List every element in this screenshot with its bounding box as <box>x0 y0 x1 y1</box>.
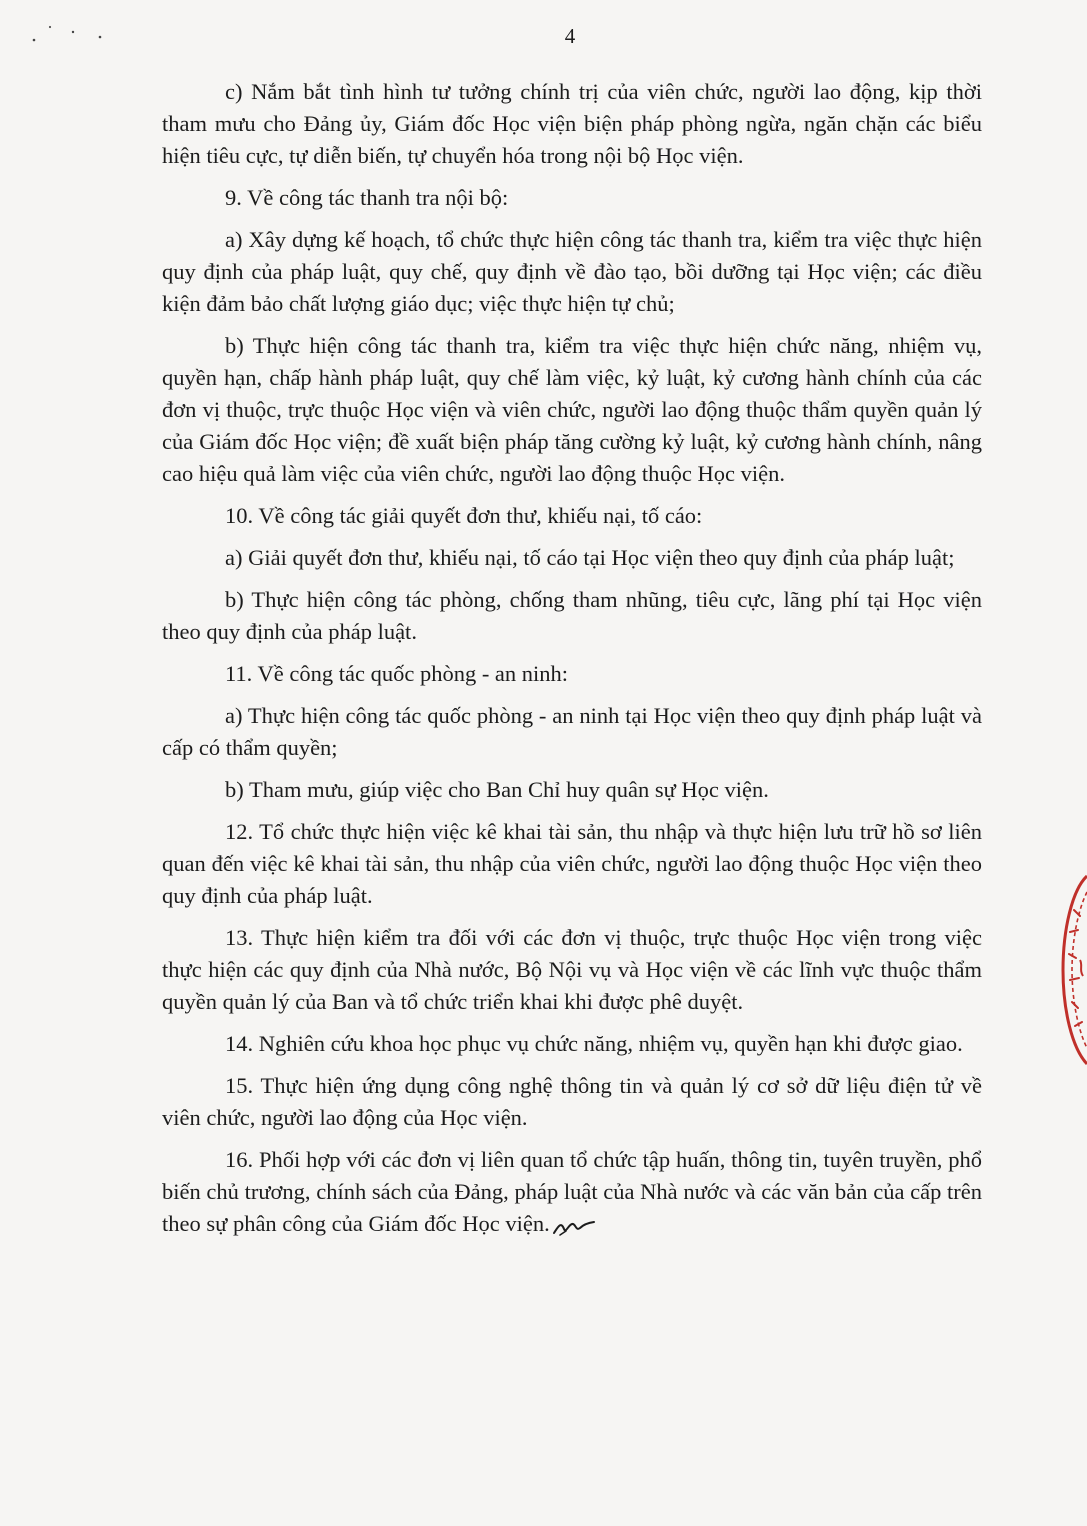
paragraph-9a: a) Xây dựng kế hoạch, tổ chức thực hiện công tác thanh tra, kiểm tra việc thực hiện quy định của pháp luật, quy chế, quy định về đào tạo, bồi dưỡng tại Học viện; các điều kiện đảm bảo chất lượng giáo dục; việc thực hiện tự chủ; <box>162 227 982 316</box>
paragraph-16-text: 16. Phối hợp với các đơn vị liên quan tổ chức tập huấn, thông tin, tuyên truyền, phổ biến chủ trương, chính sách của Đảng, pháp luật của Nhà nước và các văn bản của cấp trên theo sự phân công của Giám đốc Học viện. <box>162 1147 982 1236</box>
paragraph-10a: a) Giải quyết đơn thư, khiếu nại, tố cáo tại Học viện theo quy định của pháp luật; <box>225 545 955 570</box>
paragraph-11-heading: 11. Về công tác quốc phòng - an ninh: <box>225 661 569 686</box>
paragraph-15: 15. Thực hiện ứng dụng công nghệ thông tin và quản lý cơ sở dữ liệu điện tử về viên chức, người lao động của Học viện. <box>162 1073 982 1130</box>
document-body <box>162 76 982 1250</box>
paragraph-12: 12. Tổ chức thực hiện việc kê khai tài sản, thu nhập và thực hiện lưu trữ hồ sơ liên quan đến việc kê khai tài sản, thu nhập của viên chức, người lao động thuộc Học viện theo quy định của pháp luật. <box>162 819 982 908</box>
paragraph-9b: b) Thực hiện công tác thanh tra, kiểm tra việc thực hiện chức năng, nhiệm vụ, quyền hạn, chấp hành pháp luật, quy chế làm việc, kỷ luật, kỷ cương hành chính của các đơn vị thuộc, trực thuộc Học viện và viên chức, người lao động thuộc thẩm quyền quản lý của Giám đốc Học viện; đề xuất biện pháp tăng cường kỷ luật, kỷ cương hành chính, nâng cao hiệu quả làm việc của viên chức, người lao động thuộc Học viện. <box>162 333 982 486</box>
paragraph-13: 13. Thực hiện kiểm tra đối với các đơn vị thuộc, trực thuộc Học viện trong việc thực hiện các quy định của Nhà nước, Bộ Nội vụ và Học viện về các lĩnh vực thuộc thẩm quyền quản lý của Ban và tổ chức triển khai khi được phê duyệt. <box>162 925 982 1014</box>
paragraph-11a: a) Thực hiện công tác quốc phòng - an ninh tại Học viện theo quy định pháp luật và cấp có thẩm quyền; <box>162 703 982 760</box>
paragraph-9-heading: 9. Về công tác thanh tra nội bộ: <box>225 185 509 210</box>
paragraph-14: 14. Nghiên cứu khoa học phục vụ chức năng, nhiệm vụ, quyền hạn khi được giao. <box>225 1031 963 1056</box>
paragraph-11b: b) Tham mưu, giúp việc cho Ban Chỉ huy quân sự Học viện. <box>225 777 769 802</box>
handwritten-initials-icon <box>552 1215 596 1237</box>
paragraph-16 <box>162 1144 982 1240</box>
paragraph-10-heading: 10. Về công tác giải quyết đơn thư, khiếu nại, tố cáo: <box>225 503 703 528</box>
red-stamp-fragment-icon <box>1060 870 1087 1070</box>
paragraph-10b: b) Thực hiện công tác phòng, chống tham nhũng, tiêu cực, lãng phí tại Học viện theo quy định của pháp luật. <box>162 587 982 644</box>
page-number: 4 <box>564 24 576 48</box>
paragraph-8c: c) Nắm bắt tình hình tư tưởng chính trị của viên chức, người lao động, kịp thời tham mưu cho Đảng ủy, Giám đốc Học viện biện pháp phòng ngừa, ngăn chặn các biểu hiện tiêu cực, tự diễn biến, tự chuyển hóa trong nội bộ Học viện. <box>162 79 982 168</box>
